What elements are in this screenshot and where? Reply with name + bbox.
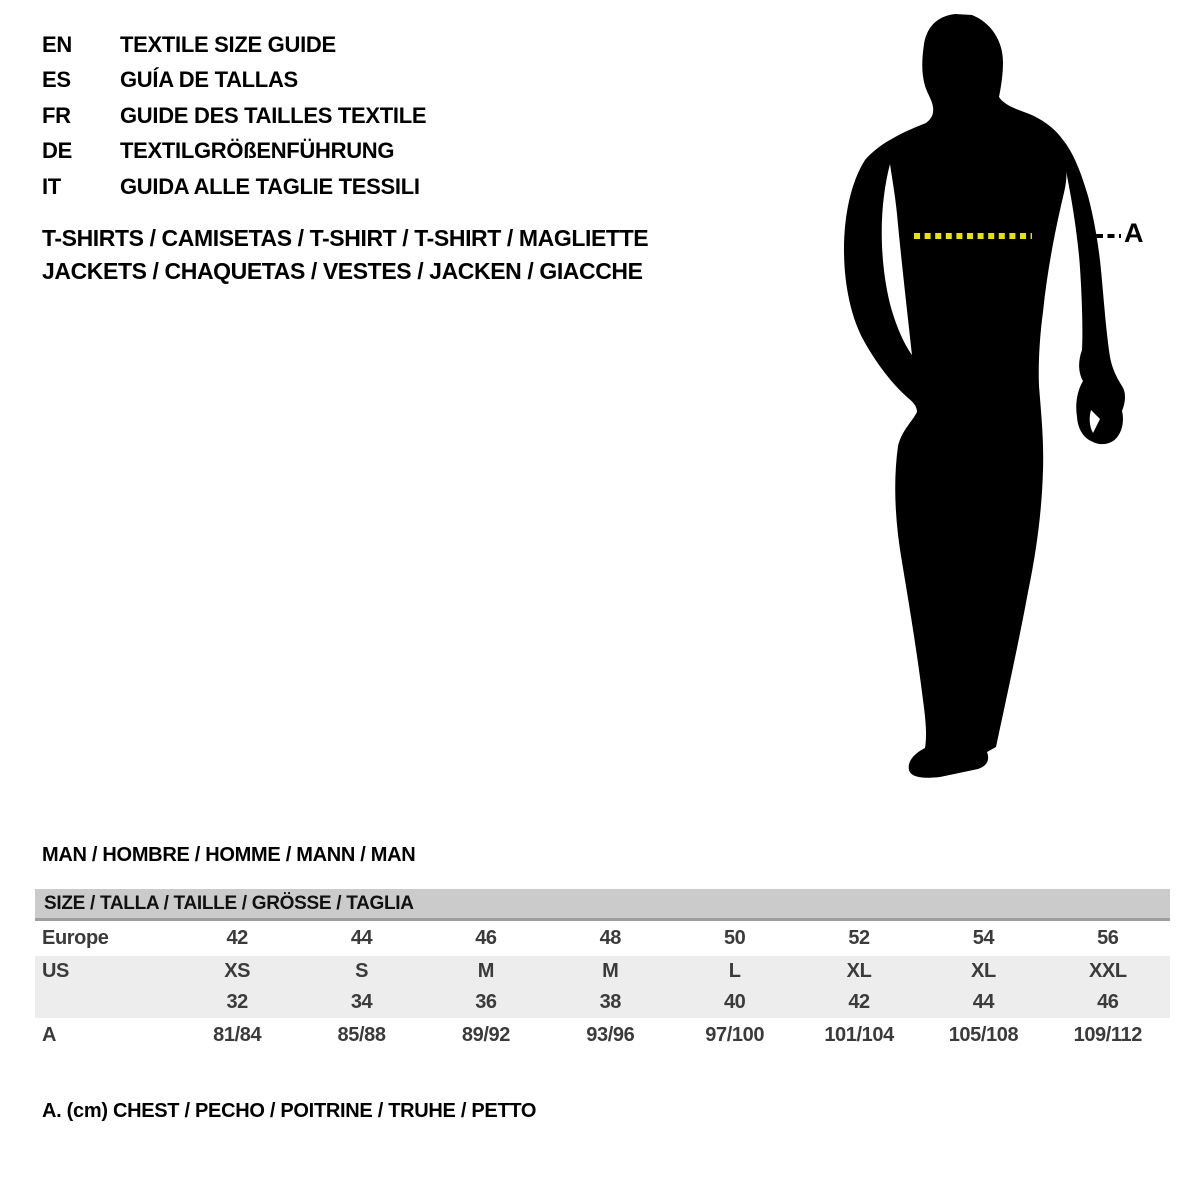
table-cell: XS — [224, 960, 251, 982]
language-code: DE — [42, 138, 72, 164]
row-label: US — [42, 960, 69, 982]
table-cell: 46 — [475, 927, 497, 949]
table-row-us — [35, 956, 1170, 987]
language-code: FR — [42, 102, 71, 128]
row-label: Europe — [42, 927, 109, 949]
table-cell: 54 — [972, 927, 995, 949]
man-silhouette — [844, 14, 1125, 778]
table-cell: 52 — [848, 927, 870, 949]
table-cell: XXL — [1088, 960, 1127, 982]
table-cell: 105/108 — [948, 1024, 1019, 1046]
table-cell: 46 — [1097, 991, 1119, 1013]
table-cell: 50 — [723, 927, 746, 949]
language-row-es — [42, 63, 426, 99]
measure-label-a: A — [1124, 218, 1144, 248]
table-cell: 56 — [1097, 927, 1119, 949]
guide-title: TEXTILE SIZE GUIDE — [120, 31, 336, 57]
table-cell: 85/88 — [337, 1024, 386, 1046]
table-cell: 101/104 — [824, 1024, 894, 1046]
table-cell: XL — [846, 960, 872, 982]
table-cell: 42 — [226, 927, 248, 949]
table-cell: 34 — [350, 991, 373, 1013]
language-code: IT — [42, 173, 61, 199]
category-line-tshirts: T-SHIRTS / CAMISETAS / T-SHIRT / T-SHIRT / MAGLIETTE — [42, 225, 649, 251]
section-title-man: MAN / HOMBRE / HOMME / MANN / MAN — [42, 844, 416, 866]
language-row-it — [42, 169, 426, 205]
table-cell: M — [602, 960, 619, 982]
table-cell: 42 — [848, 991, 870, 1013]
table-cell: L — [728, 960, 741, 982]
table-cell: 44 — [972, 991, 995, 1013]
language-row-en — [42, 27, 426, 63]
table-cell: 44 — [350, 927, 373, 949]
table-cell: XL — [971, 960, 996, 982]
language-code: ES — [42, 67, 71, 93]
row-label: A — [42, 1024, 57, 1046]
size-table — [35, 889, 1170, 1053]
table-cell: 36 — [475, 991, 497, 1013]
man-silhouette-figure — [820, 0, 1180, 800]
table-row-europe — [35, 921, 1170, 956]
size-table-header: SIZE / TALLA / TAILLE / GRÖSSE / TAGLIA — [35, 889, 1170, 921]
table-cell: 109/112 — [1073, 1024, 1143, 1046]
language-row-de — [42, 134, 426, 170]
guide-title: TEXTILGRÖßENFÜHRUNG — [120, 138, 395, 164]
table-cell: 81/84 — [213, 1024, 262, 1046]
category-line-jackets: JACKETS / CHAQUETAS / VESTES / JACKEN / GIACCHE — [42, 258, 643, 284]
man-silhouette-svg — [820, 0, 1140, 800]
language-row-fr — [42, 98, 426, 134]
table-cell: 38 — [599, 991, 622, 1013]
guide-title: GUIDE DES TAILLES TEXTILE — [120, 102, 427, 128]
table-cell: 97/100 — [705, 1024, 765, 1046]
table-cell: 32 — [226, 991, 248, 1013]
table-cell: 89/92 — [461, 1024, 510, 1046]
language-guide-list — [42, 27, 426, 205]
guide-title: GUIDA ALLE TAGLIE TESSILI — [120, 173, 420, 199]
table-cell: M — [477, 960, 495, 982]
guide-title: GUÍA DE TALLAS — [120, 67, 298, 93]
table-cell: S — [355, 960, 369, 982]
table-row-chest — [35, 1018, 1170, 1053]
table-cell: 48 — [599, 927, 622, 949]
category-block — [42, 222, 648, 288]
table-cell: 93/96 — [586, 1024, 635, 1046]
table-row-numeric — [35, 987, 1170, 1018]
table-cell: 40 — [723, 991, 746, 1013]
measurement-footnote: A. (cm) CHEST / PECHO / POITRINE / TRUHE / PETTO — [42, 1100, 537, 1122]
language-code: EN — [42, 31, 72, 57]
